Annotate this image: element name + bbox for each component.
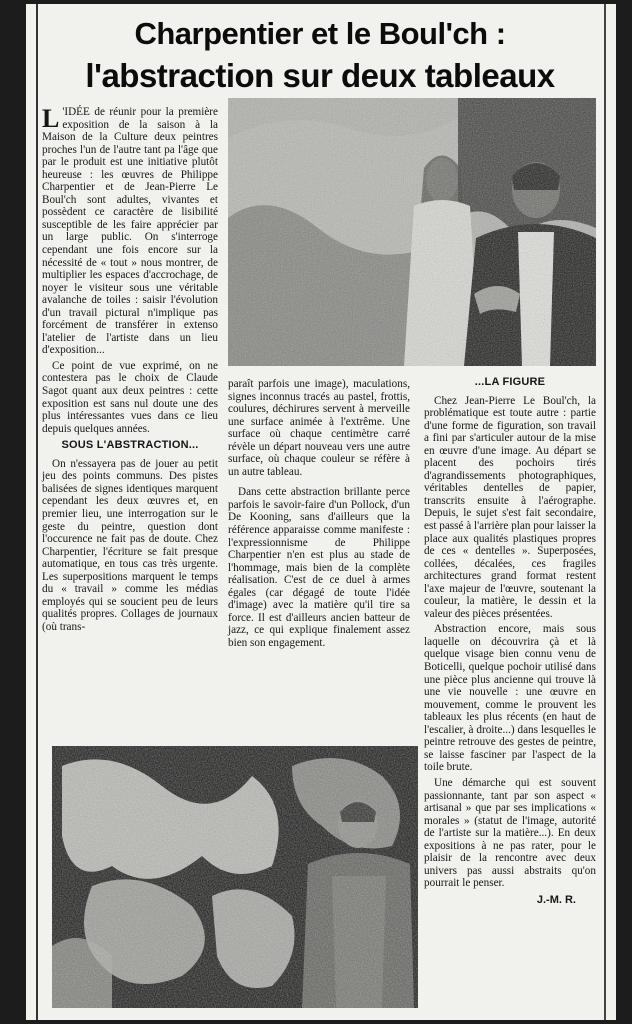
photo-painting-with-artist [228, 98, 596, 366]
paragraph: Ce point de vue exprimé, on ne contestera pas le choix de Claude Sagot quant aux deux peintres : cette exposition est sans nul doute une des plus intéressantes vues dans ce lieu depuis quelques années. [42, 359, 218, 435]
paragraph: Une démarche qui est souvent passionnante, tant par son aspect « artisanal » que par ses implications « morales » (statut de l'image, autorité de l'artiste sur la matière...). En deux expositions à ne pas rater, pour le plaisir de la rencontre avec deux univers pas aussi abstraits qu'on pourrait le penser. [424, 776, 596, 890]
paragraph: Dans cette abstraction brillante perce parfois le savoir-faire d'un Pollock, d'un De Kooning, sans d'ailleurs que la référence apparaisse comme manifeste : l'expressionnisme de Philippe Charpentier n'en est plus au stade de l'hommage, mais bien de la complète réalisation. C'est de ce duel à armes égales (car dégagé de toute l'idée d'image) avec la matière qu'il tire sa force. Il est d'ailleurs ancien batteur de jazz, ce qui explique finalement assez bien son engagement. [228, 486, 410, 649]
section-subhead-figure: ...LA FIGURE [474, 376, 546, 388]
article-column-3 [424, 376, 596, 906]
article-column-1 [42, 106, 218, 636]
paragraph: On n'essayera pas de jouer au petit jeu des points communs. Des pistes balisées de signes identiques marquent cependant les deux œuvres et, en premier lieu, une interrogation sur le geste du peintre, question dont l'occurence ne fait pas de doute. Chez Charpentier, l'écriture se fait presque automatique, en tous cas très urgente. Les superpositions marquent le temps du « travail » comme les médias employés qui se soucient peu de leurs qualités propres. Collages de journaux (où trans- [42, 457, 218, 633]
lead-paragraph-text: 'IDÉE de réunir pour la première exposition de la saison à la Maison de la Culture deux peintres proches l'un de l'autre tant pa l'âge que par le produit est une initiative plutôt heureuse : les œuvres de Philippe Charpentier et de Jean-Pierre Le Boul'ch sont adultes, vivantes et possèdent ce caractère de lisibilité susceptible de les faire apprécier par un large public. On s'interroge cependant une fois encore sur la nécessité de « tout » nous montrer, de multiplier les espaces d'accrochage, de noyer le visiteur sous une véritable avalanche de toiles : saisir l'évolution d'un travail pictural n'implique pas forcément de transférer in extenso l'atelier de l'artiste dans un lieu d'exposition... [42, 106, 218, 357]
photo-abstract-painting-with-artist [52, 746, 418, 1008]
article-column-2 [228, 378, 410, 652]
paragraph: paraît parfois une image), maculations, signes inconnus tracés au pastel, frottis, coulures, déchirures servent à merveille une surface animée à l'extrême. Une surface où chaque centimètre carré révèle un départ nouveau vers une autre surface, où chaque couleur se réfère à un autre tableau. [228, 378, 410, 478]
headline-line-2: l'abstraction sur deux tableaux [85, 57, 555, 94]
paragraph: Abstraction encore, mais sous laquelle on découvrira çà et là quelque visage bien connu venu de Boticelli, quelque pochoir utilisé dans une pièce plus ancienne qui trouve là une vie nouvelle : une œuvre en mouvement, comme le prouvent les tableaux les plus récents (en haut de l'escalier, à droite...) dans lesquelles le peintre retrouve des gestes de peintre, se laisse fasciner par l'aspect de la toile brute. [424, 623, 596, 774]
newspaper-clipping [26, 4, 616, 1020]
lead-paragraph [42, 106, 218, 357]
paragraph: Chez Jean-Pierre Le Boul'ch, la problématique est toute autre : partie d'une forme de figuration, son travail a fini par s'articuler autour de la mise en œuvre d'une image. Au départ se placent des pochoirs tirés d'agrandissements photographiques, véritables dentelles de papier, transcrits ensuite à l'aérographe. Depuis, le sujet s'est fait secondaire, est passé à l'arrière plan pour laisser la place aux qualités plastiques propres de ces « dentelles ». Superposées, collées, décalées, ces fragiles architectures grand format restent l'axe majeur de l'œuvre, soutenant la couleur, la matière, le dessin et la valeur des pièces présentées. [424, 394, 596, 620]
author-signature: J.-M. R. [536, 893, 576, 906]
photo-painting-with-artist-image [228, 98, 596, 366]
article-headline [40, 14, 600, 98]
section-subhead-abstraction: SOUS L'ABSTRACTION... [61, 439, 199, 452]
drop-cap: L [42, 104, 60, 133]
headline-line-1: Charpentier et le Boul'ch : [134, 16, 506, 51]
column-rule-right [604, 4, 606, 1020]
photo-abstract-painting-image [52, 746, 418, 1008]
column-rule-left [36, 4, 38, 1020]
